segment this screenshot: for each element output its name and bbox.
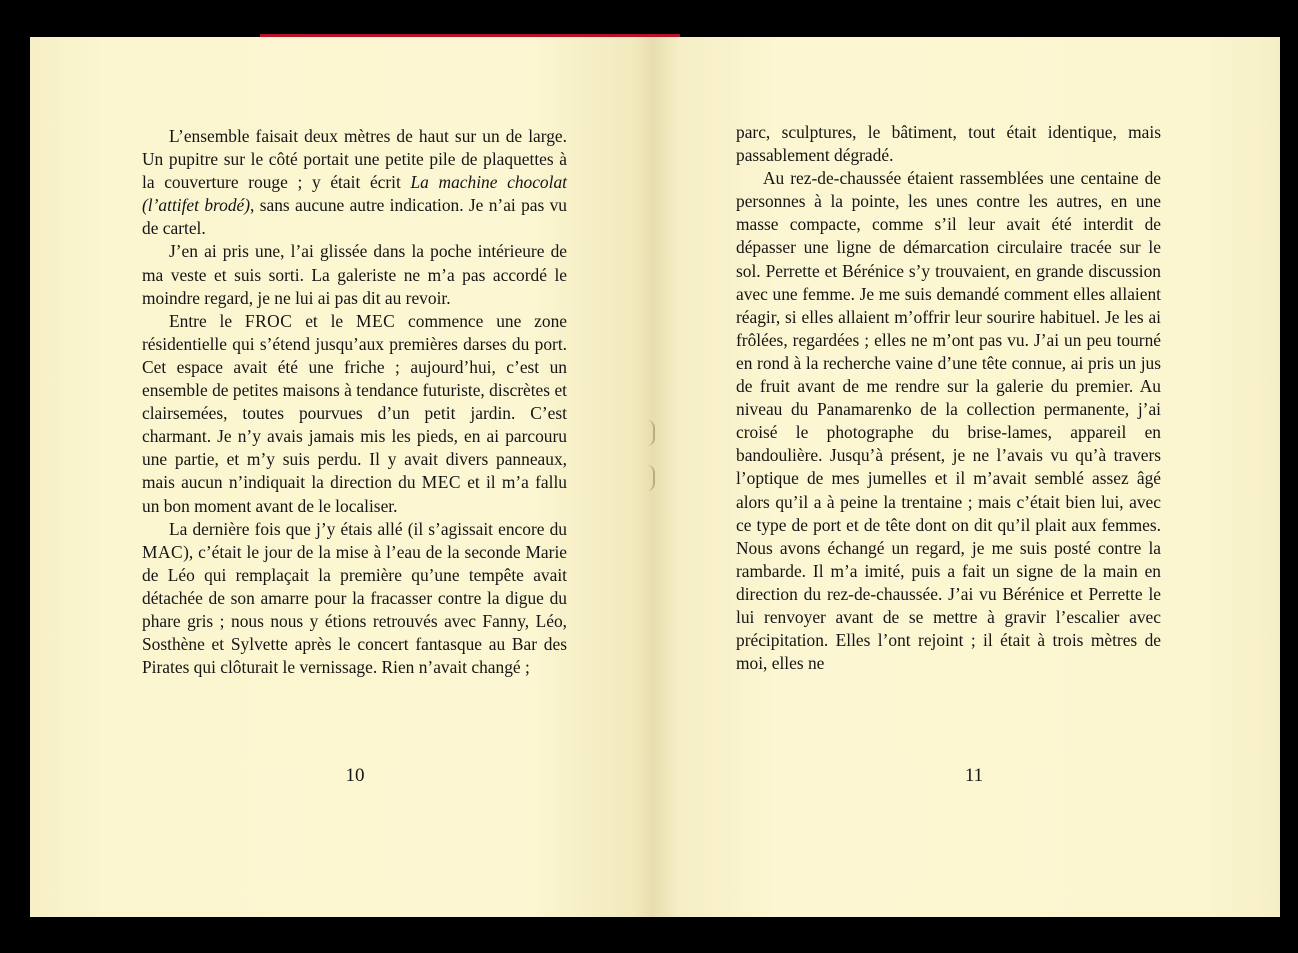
text-run: J’en ai pris une, l’ai glissée dans la poche intérieure de ma veste et suis sorti. La galeriste ne m’a pas accordé le moindre regard, je ne lui ai pas dit au revoir.: [142, 241, 567, 308]
book-spread: [30, 37, 1280, 917]
left-page: [30, 37, 654, 917]
text-run: L’ensemble faisait deux mètres de haut sur un de large. Un pupitre sur le côté portait une petite pile de plaquettes à la couverture rouge ; y était écrit: [142, 126, 567, 193]
acronym: MEC: [421, 472, 461, 493]
text-run: Au rez-de-chaussée étaient rassemblées une centaine de personnes à la pointe, les unes contre les autres, en une masse compacte, comme s’il leur avait été interdit de dépasser une ligne de démarcation circulaire tracée sur le sol. Perrette et Bérénice s’y trouvaient, en grande discussion avec une femme. Je me suis demandé comment elles allaient réagir, si elles allaient m’offrir leur sourire habituel. Je les ai frôlées, regardées ; elles ne m’ont pas vu. J’ai un peu tourné en rond à la recherche vaine d’une tête connue, ai pris un jus de fruit avant de me rendre sur la galerie du premier. Au niveau du Panamarenko de la collection permanente, j’ai croisé le photographe du brise-lames, appareil en bandoulière. Jusqu’à présent, je ne l’avais vu qu’à travers l’optique de mes jumelles et il m’avait semblé assez âgé alors qu’il a à peine la trentaine ; mais c’était bien lui, avec ce type de port et de tête dont on dit qu’il plait aux femmes. Nous avons échangé un regard, je me suis posté contre la rambarde. Il m’a imité, puis a fait un signe de la main en direction du rez-de-chaussée. J’ai vu Bérénice et Perrette le lui renvoyer avant de se mettre à gravir l’escalier avec précipitation. Elles l’ont rejoint ; il était à trois mètres de moi, elles ne: [736, 168, 1161, 674]
paragraph: [142, 518, 567, 680]
acronym: MEC: [356, 310, 396, 331]
text-run: parc, sculptures, le bâtiment, tout était identique, mais passablement dégradé.: [736, 122, 1161, 166]
text-run: La dernière fois que j’y étais allé (il s’agissait encore du: [169, 518, 567, 539]
paragraph: [736, 167, 1161, 675]
acronym: FROC: [244, 310, 293, 331]
paragraph: [142, 125, 567, 240]
left-page-text: [142, 125, 567, 679]
paragraph: [736, 121, 1161, 167]
text-run: et il m’a fallu un bon moment avant de le localiser.: [142, 472, 567, 516]
text-run: Entre le: [169, 310, 245, 331]
page-number-left: 10: [345, 765, 365, 786]
text-run: et le: [292, 310, 356, 331]
text-run: commence une zone résidentielle qui s’étend jusqu’aux premières darses du port. Cet espace avait été une friche ; aujourd’hui, c’est un ensemble de petites maisons à tendance futuriste, discrètes et clairsemées, toutes pourvues d’un petit jardin. C’est charmant. Je n’y avais jamais mis les pieds, en ai parcouru une partie, et m’y suis perdu. Il y avait divers panneaux, mais aucun n’indiquait la direction du: [142, 310, 567, 493]
staple: [647, 420, 655, 446]
italic-title: La machine chocolat (l’attifet brodé): [142, 172, 567, 216]
acronym: MAC: [142, 541, 184, 562]
staple: [647, 465, 655, 491]
paragraph: [142, 240, 567, 309]
page-number-right: 11: [964, 765, 984, 786]
text-run: , sans aucune autre indication. Je n’ai pas vu de cartel.: [142, 195, 567, 239]
text-run: ), c’était le jour de la mise à l’eau de la seconde Marie de Léo qui remplaçait la première qu’une tempête avait détachée de son amarre pour la fracasser contre la digue du phare gris ; nous nous y étions retrouvés avec Fanny, Léo, Sosthène et Sylvette après le concert fantasque au Bar des Pirates qui clôturait le vernissage. Rien n’avait changé ;: [142, 541, 567, 678]
right-page-text: [736, 121, 1161, 675]
paragraph: [142, 310, 567, 518]
right-page: [654, 37, 1280, 917]
